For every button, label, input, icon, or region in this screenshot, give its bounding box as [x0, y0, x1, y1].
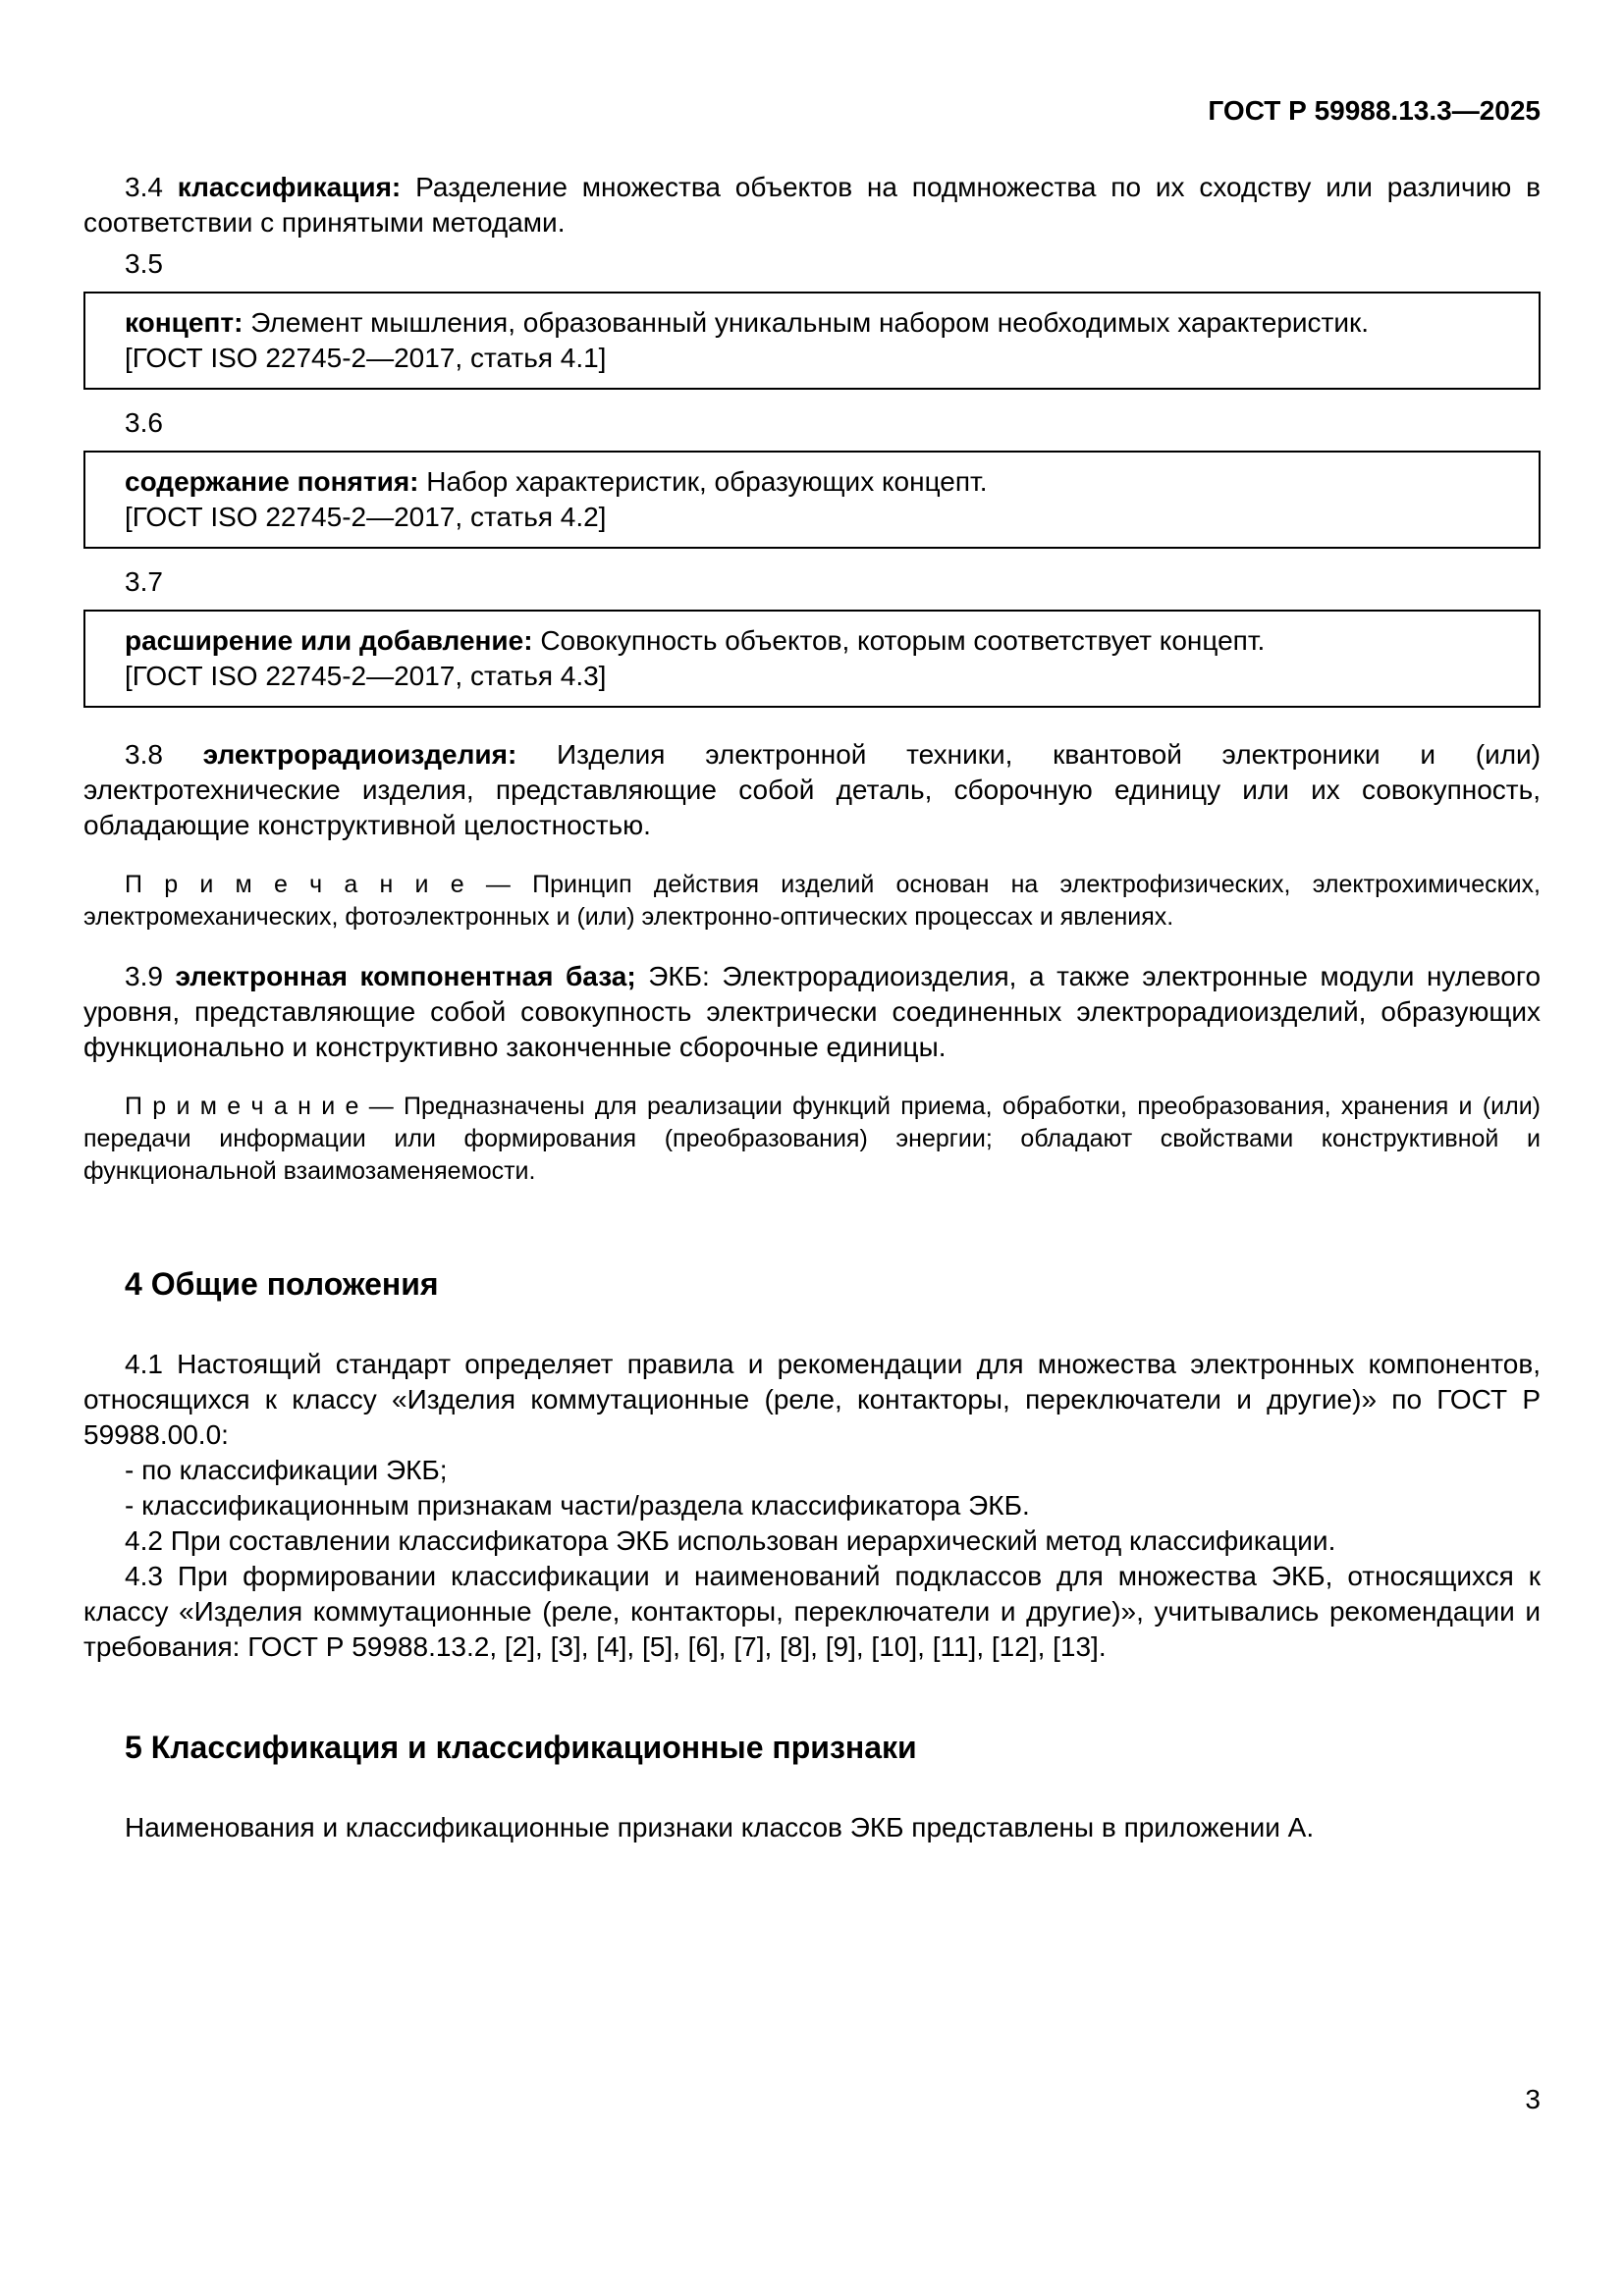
term-definition: Разделение множества объектов на подмножества по их сходству или различию в соответствии с принятыми методами.: [83, 172, 1541, 238]
paragraph-4-3: 4.3 При формировании классификации и наименований подклассов для множества ЭКБ, относящихся к классу «Изделия коммутационные (реле, контакторы, переключатели и другие)», учитывались рекомендации и требования: ГОСТ Р 59988.13.2, [2], [3], [4], [5], [6], [7], [8], [9], [10], [11], [12], [13].: [83, 1561, 1541, 1662]
definition-box-3-6: [83, 451, 1541, 549]
section-5-heading: 5 Классификация и классификационные признаки: [125, 1730, 917, 1765]
document-header: ГОСТ Р 59988.13.3—2025: [1208, 95, 1541, 126]
term-number: 3.9: [125, 961, 163, 991]
term-name: концепт:: [125, 307, 244, 338]
source-reference: [ГОСТ ISO 22745-2—2017, статья 4.2]: [125, 502, 607, 532]
term-name: классификация:: [177, 172, 402, 202]
term-number-3-5: 3.5: [125, 248, 163, 279]
spacer: [83, 723, 1541, 737]
term-name: электрорадиоизделия:: [202, 739, 517, 770]
term-entry-3-4: [83, 170, 1541, 240]
list-item-classification: - по классификации ЭКБ;: [125, 1455, 448, 1485]
source-reference: [ГОСТ ISO 22745-2—2017, статья 4.1]: [125, 343, 607, 373]
term-name: расширение или добавление:: [125, 625, 533, 656]
definition-box-3-5: [83, 292, 1541, 390]
paragraph-4-2: 4.2 При составлении классификатора ЭКБ использован иерархический метод классификации.: [125, 1525, 1336, 1556]
note-label: П р и м е ч а н и е —: [125, 871, 511, 898]
paragraph-4-1: 4.1 Настоящий стандарт определяет правила и рекомендации для множества электронных компонентов, относящихся к классу «Изделия коммутационные (реле, контакторы, переключатели и другие)» по ГОСТ Р 59988.00.0:: [83, 1349, 1541, 1450]
term-number: 3.8: [125, 739, 163, 770]
boxed-term-line: [125, 305, 1515, 341]
term-entry-3-9: [83, 959, 1541, 1065]
list-item-attributes: - классификационным признакам части/раздела классификатора ЭКБ.: [125, 1490, 1030, 1521]
paragraph-5-1: Наименования и классификационные признаки классов ЭКБ представлены в приложении А.: [125, 1812, 1315, 1842]
section-4-heading: 4 Общие положения: [125, 1266, 439, 1302]
note-3-8: [83, 869, 1541, 934]
term-entry-3-8: [83, 737, 1541, 843]
term-definition: Совокупность объектов, которым соответствует концепт.: [540, 625, 1266, 656]
term-number-3-7: 3.7: [125, 566, 163, 597]
definition-box-3-7: [83, 610, 1541, 708]
note-text: Принцип действия изделий основан на электрофизических, электрохимических, электромеханических, фотоэлектронных и (или) электронно-оптических процессах и явлениях.: [83, 871, 1541, 931]
term-definition: Элемент мышления, образованный уникальным набором необходимых характеристик.: [250, 307, 1370, 338]
source-reference: [ГОСТ ISO 22745-2—2017, статья 4.3]: [125, 661, 607, 691]
term-number-3-6: 3.6: [125, 407, 163, 438]
boxed-term-line: [125, 623, 1515, 659]
note-label: П р и м е ч а н и е —: [125, 1093, 394, 1120]
term-number: 3.4: [125, 172, 163, 202]
page-number: 3: [1525, 2084, 1541, 2114]
term-definition: Набор характеристик, образующих концепт.: [426, 466, 988, 497]
boxed-term-line: [125, 464, 1515, 500]
term-definition: ЭКБ: Электрорадиоизделия, а также электронные модули нулевого уровня, представляющие собой совокупность электрически соединенных электрорадиоизделий, образующих функционально и конструктивно законченные сборочные единицы.: [83, 961, 1542, 1062]
note-3-9: [83, 1091, 1541, 1188]
term-name: электронная компонентная база;: [175, 961, 636, 991]
term-definition: Изделия электронной техники, квантовой электроники и (или) электротехнические изделия, представляющие собой деталь, сборочную единицу или их совокупность, обладающие конструктивной целостностью.: [83, 739, 1542, 840]
term-name: содержание понятия:: [125, 466, 419, 497]
note-text: Предназначены для реализации функций приема, обработки, преобразования, хранения и (или) передачи информации или формирования (преобразования) энергии; обладают свойствами конструктивной и функциональной взаимозаменяемости.: [83, 1093, 1541, 1185]
